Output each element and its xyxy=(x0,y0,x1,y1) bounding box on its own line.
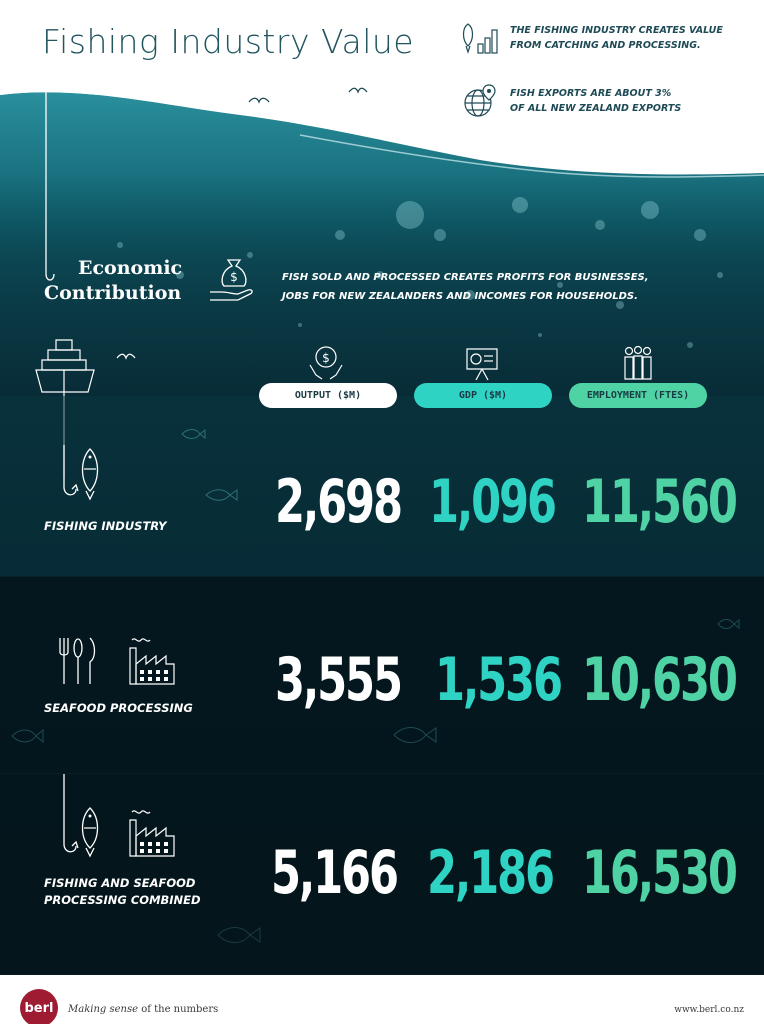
row-label-line: FISHING INDUSTRY xyxy=(44,519,167,533)
column-header-employment: EMPLOYMENT (FTES) xyxy=(569,383,707,408)
value-output-processing: 3,555 xyxy=(275,645,401,715)
svg-text:$: $ xyxy=(230,270,238,284)
desc-line: JOBS FOR NEW ZEALANDERS AND INCOMES FOR HOUSEHOLDS. xyxy=(282,291,638,302)
fish-silhouette-icon xyxy=(392,725,438,745)
svg-text:$: $ xyxy=(322,351,330,365)
heading-line: Economic xyxy=(78,257,183,279)
factory-icon xyxy=(126,636,176,686)
fish-silhouette-icon xyxy=(716,618,740,630)
row-label-line: SEAFOOD PROCESSING xyxy=(44,701,193,715)
value-employment-processing: 10,630 xyxy=(582,645,736,715)
seagull-icon xyxy=(348,86,368,96)
value-gdp-combined: 2,186 xyxy=(427,838,553,908)
fish-silhouette-icon xyxy=(204,488,238,502)
fact-line: FISH EXPORTS ARE ABOUT 3% xyxy=(510,88,672,99)
row-label-fishing-industry xyxy=(44,518,166,535)
economic-contribution-heading xyxy=(44,256,182,306)
money-bag-hand-icon xyxy=(208,256,258,302)
row-label-seafood-processing xyxy=(44,700,193,717)
fish-silhouette-icon xyxy=(180,428,206,440)
tagline-rest: of the numbers xyxy=(138,1004,219,1015)
fish-silhouette-icon xyxy=(10,728,44,744)
row-label-combined xyxy=(44,875,201,909)
globe-pin-icon xyxy=(462,83,498,119)
economic-description xyxy=(282,268,649,306)
fact-line: OF ALL NEW ZEALAND EXPORTS xyxy=(510,103,682,114)
tagline xyxy=(68,1004,218,1015)
value-output-fishing: 2,698 xyxy=(275,467,401,537)
row-label-line: PROCESSING COMBINED xyxy=(44,893,201,907)
page-title: Fishing Industry Value xyxy=(42,22,415,61)
column-header-output: OUTPUT ($M) xyxy=(259,383,397,408)
value-employment-combined: 16,530 xyxy=(582,838,736,908)
presentation-board-icon xyxy=(464,345,500,381)
seagull-icon xyxy=(248,96,270,106)
hook-fish-icon xyxy=(56,774,104,860)
value-gdp-processing: 1,536 xyxy=(435,645,561,715)
factory-icon xyxy=(126,808,176,858)
cutlery-icon xyxy=(58,636,98,686)
heading-line: Contribution xyxy=(44,282,182,304)
hook-line-icon xyxy=(40,32,70,282)
fact-fishing-value xyxy=(462,20,723,56)
hook-fish-icon xyxy=(56,445,104,503)
dollar-hands-icon xyxy=(308,345,344,381)
value-output-combined: 5,166 xyxy=(271,838,397,908)
row-label-line: FISHING AND SEAFOOD xyxy=(44,876,196,890)
website-link[interactable]: www.berl.co.nz xyxy=(674,1005,744,1015)
footer xyxy=(0,975,764,1024)
column-header-gdp: GDP ($M) xyxy=(414,383,552,408)
value-gdp-fishing: 1,096 xyxy=(429,467,555,537)
berl-logo[interactable]: berl xyxy=(20,989,58,1024)
people-group-icon xyxy=(620,345,656,381)
value-employment-fishing: 11,560 xyxy=(582,467,736,537)
tagline-italic: Making sense xyxy=(68,1004,139,1015)
seagull-icon xyxy=(116,352,136,362)
fish-coins-icon xyxy=(462,20,498,56)
fish-silhouette-icon xyxy=(216,925,262,945)
desc-line: FISH SOLD AND PROCESSED CREATES PROFITS FOR BUSINESSES, xyxy=(282,272,649,283)
fact-exports xyxy=(462,83,681,119)
fact-line: THE FISHING INDUSTRY CREATES VALUE xyxy=(510,25,723,36)
fact-line: FROM CATCHING AND PROCESSING. xyxy=(510,40,701,51)
